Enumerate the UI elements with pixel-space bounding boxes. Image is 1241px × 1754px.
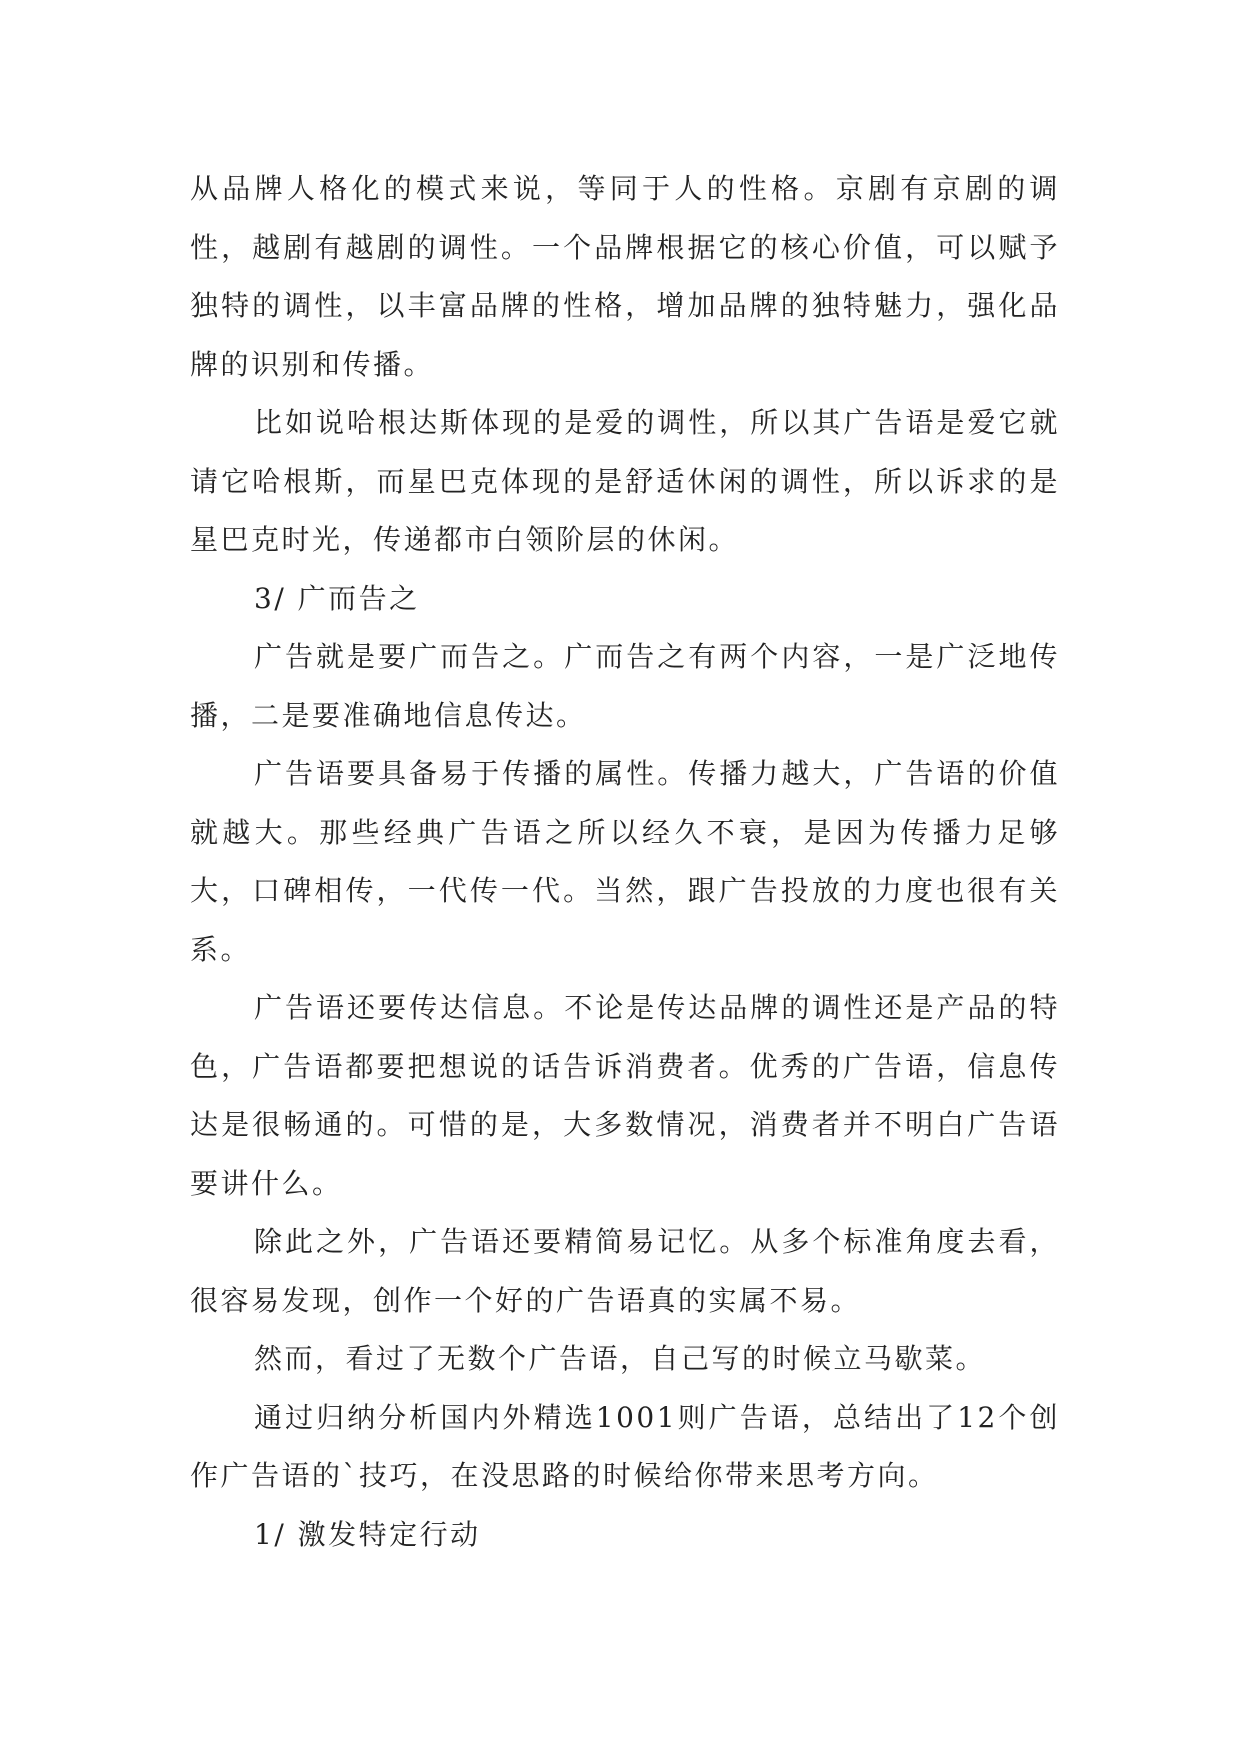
paragraph-spreadability: 广告语要具备易于传播的属性。传播力越大，广告语的价值就越大。那些经典广告语之所以经久不衰，是因为传播力足够大，口碑相传，一代传一代。当然，跟广告投放的力度也很有关系。	[190, 757, 1060, 966]
paragraph-brand-personality: 从品牌人格化的模式来说，等同于人的性格。京剧有京剧的调性，越剧有越剧的调性。一个品牌根据它的核心价值，可以赋予独特的调性，以丰富品牌的性格，增加品牌的独特魅力，强化品牌的识别和传播。	[190, 172, 1060, 381]
paragraph-however: 然而，看过了无数个广告语，自己写的时候立马歇菜。	[254, 1342, 987, 1375]
section-heading-3: 3/ 广而告之	[254, 581, 420, 615]
paragraph-haagen-dazs-starbucks: 比如说哈根达斯体现的是爱的调性，所以其广告语是爱它就请它哈根斯，而星巴克体现的是舒适休闲的调性，所以诉求的是星巴克时光，传递都市白领阶层的休闲。	[190, 406, 1060, 556]
paragraph-12-techniques: 通过归纳分析国内外精选1001则广告语，总结出了12个创作广告语的`技巧，在没思路的时候给你带来思考方向。	[190, 1400, 1060, 1492]
section-heading-1: 1/ 激发特定行动	[254, 1517, 481, 1551]
paragraph-concise-memorable: 除此之外，广告语还要精简易记忆。从多个标准角度去看，很容易发现，创作一个好的广告语真的实属不易。	[190, 1225, 1060, 1317]
document-body	[190, 160, 1060, 1564]
paragraph-broad-publicity: 广告就是要广而告之。广而告之有两个内容，一是广泛地传播，二是要准确地信息传达。	[190, 640, 1060, 732]
paragraph-convey-info: 广告语还要传达信息。不论是传达品牌的调性还是产品的特色，广告语都要把想说的话告诉消费者。优秀的广告语，信息传达是很畅通的。可惜的是，大多数情况，消费者并不明白广告语要讲什么。	[190, 991, 1060, 1200]
